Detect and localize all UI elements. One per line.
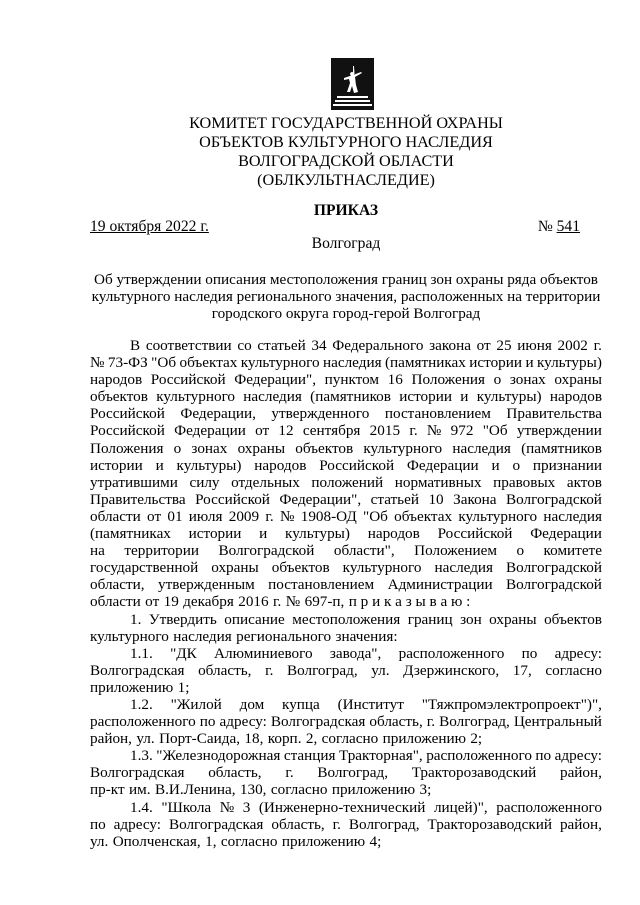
body-line: [90, 781, 602, 798]
header-line: КОМИТЕТ ГОСУДАРСТВЕННОЙ ОХРАНЫ: [189, 114, 503, 132]
body-word: 972: [450, 422, 474, 440]
body-word: согласно: [321, 730, 379, 748]
body-line: [90, 593, 602, 610]
body-word: "Об: [151, 354, 177, 372]
body-word: наследия: [434, 559, 494, 577]
body-word: сентября: [302, 422, 361, 440]
body-word: от: [145, 593, 160, 611]
body-word: Российской: [437, 525, 513, 543]
body-word: г.: [409, 422, 418, 440]
body-line: [90, 799, 602, 816]
body-line: [90, 354, 602, 371]
header-line: ОБЪЕКТОВ КУЛЬТУРНОГО НАСЛЕДИЯ: [199, 133, 493, 151]
body-word: области: [90, 593, 141, 611]
order-number-prefix: №: [537, 218, 557, 235]
body-paragraph: [90, 696, 602, 747]
body-word: истории: [90, 456, 143, 474]
body-word: культурного: [458, 507, 538, 525]
body-word: пр-кт: [90, 781, 125, 799]
body-word: Положения: [411, 371, 485, 389]
header-line: (ОБЛКУЛЬТНАСЛЕДИЕ): [257, 171, 435, 189]
body-word: охраны: [489, 610, 537, 628]
body-word: постановлением: [268, 576, 375, 594]
body-word: Администрации: [387, 576, 493, 594]
body-word: (памятников: [521, 439, 602, 457]
body-word: Волгоградская: [90, 661, 185, 679]
body-word: 1.: [130, 610, 142, 628]
body-word: Федерации: [174, 422, 246, 440]
body-word: 1,: [205, 832, 217, 850]
body-word: В.И.Ленина,: [154, 781, 236, 799]
order-city: Волгоград: [311, 235, 381, 252]
body-word: культуры): [536, 354, 602, 372]
body-word: утверждении: [516, 422, 602, 440]
body-word: Волгоград,: [286, 661, 358, 679]
body-word: границ: [407, 610, 453, 628]
body-word: о: [493, 371, 502, 389]
body-word: наследия: [452, 439, 511, 457]
body-word: (памятников: [310, 388, 391, 406]
body-word: 2,: [305, 730, 318, 748]
body-word: культурного: [90, 627, 169, 645]
body-word: культурного: [342, 559, 422, 577]
body-line: [90, 457, 602, 474]
body-word: 01: [167, 507, 183, 525]
body-word: силу: [189, 473, 220, 491]
body-word: наследия: [543, 507, 602, 525]
body-line: [90, 747, 602, 764]
body-word: народов: [367, 525, 420, 543]
body-word: истории: [188, 525, 242, 543]
body-paragraph: [90, 799, 602, 850]
body-word: истории: [469, 354, 523, 372]
body-word: на: [90, 542, 105, 560]
body-word: июня: [517, 337, 552, 354]
body-line: [90, 405, 602, 422]
body-word: нормативных: [394, 473, 482, 491]
body-line: [90, 371, 602, 388]
body-word: культурного: [240, 354, 320, 372]
body-word: декабря: [183, 593, 234, 611]
body-word: "Об: [363, 507, 388, 525]
body-word: 4;: [369, 832, 382, 850]
body-word: приложению: [281, 832, 366, 850]
body-word: Федерального: [332, 337, 424, 354]
body-paragraph: [90, 747, 602, 798]
body-word: народов: [254, 456, 307, 474]
body-word: 2002: [557, 337, 588, 354]
body-word: Правительства: [90, 490, 186, 508]
committee-header: [90, 114, 602, 190]
body-line: [90, 611, 602, 628]
body-line: [90, 833, 602, 850]
body-line: [90, 508, 602, 525]
body-word: Волгоградская: [90, 764, 185, 782]
body-word: наследия: [173, 627, 232, 645]
body-word: "Тяжпромэлектропроект")",: [421, 695, 602, 713]
body-word: объектов: [544, 610, 602, 628]
body-word: ул.: [90, 832, 109, 850]
body-word: Федерации: [406, 456, 479, 474]
body-word: 18,: [244, 730, 264, 748]
body-word: 73-ФЗ: [107, 354, 148, 372]
body-word: утвержденного: [271, 405, 370, 423]
body-word: 697-п,: [304, 593, 345, 611]
body-word: и: [259, 525, 268, 543]
body-word: охраны: [237, 439, 286, 457]
body-line: [90, 764, 602, 781]
body-word: №: [426, 422, 442, 440]
body-word: (памятниках: [90, 525, 171, 543]
body-word: г.: [332, 815, 341, 833]
subject-line: городского округа город-герой Волгоград: [211, 305, 481, 322]
body-word: области: [90, 507, 141, 525]
body-line: [90, 645, 602, 662]
body-word: "ДК: [170, 644, 197, 662]
body-word: объектов: [90, 388, 148, 406]
body-word: Федерации: [530, 525, 602, 543]
body-word: и: [460, 388, 469, 406]
body-word: культурного: [156, 388, 236, 406]
body-word: Федерации",: [234, 371, 316, 389]
body-word: 1.4.: [130, 798, 153, 816]
body-word: приложению: [90, 678, 174, 696]
body-word: приложению: [382, 730, 466, 748]
body-word: актов: [566, 473, 602, 491]
body-word: Российской: [195, 490, 270, 508]
body-word: область,: [208, 764, 262, 782]
body-word: г.: [426, 713, 436, 731]
body-word: г.: [265, 661, 274, 679]
body-word: 16: [387, 371, 403, 389]
body-word: адресу:: [219, 713, 267, 731]
body-word: 2016: [238, 593, 269, 611]
body-word: Алюминиевого: [214, 644, 313, 662]
body-line: [90, 525, 602, 542]
body-word: адресу:: [554, 747, 602, 765]
body-word: Порт-Саида,: [159, 730, 240, 748]
body-word: объектов: [271, 559, 330, 577]
body-word: статьей: [370, 490, 419, 508]
body-word: культуры): [176, 456, 242, 474]
body-word: Волгоградской: [506, 576, 602, 594]
body-word: ул.: [136, 730, 155, 748]
body-word: В: [130, 337, 141, 354]
order-number: [538, 218, 580, 236]
body-word: адресу:: [113, 815, 162, 833]
subject-line: Об утверждении описания местоположения границ зон охраны ряда объектов: [94, 271, 598, 288]
body-word: Дзержинского,: [403, 661, 500, 679]
body-word: наследия: [243, 388, 302, 406]
body-word: станция: [283, 747, 336, 765]
body-word: корп.: [267, 730, 302, 748]
order-number-value: 541: [556, 218, 580, 235]
body-word: истории: [399, 388, 452, 406]
body-word: г.: [265, 507, 274, 525]
body-word: описание: [224, 610, 285, 628]
body-line: [90, 422, 602, 439]
body-word: Центральный: [513, 713, 602, 731]
body-word: закона: [429, 337, 471, 354]
body-word: культуры): [285, 525, 350, 543]
body-word: район,: [559, 764, 602, 782]
body-line: [90, 816, 602, 833]
body-word: расположенного: [426, 747, 532, 765]
body-word: охраны: [554, 371, 602, 389]
body-word: лицей)",: [433, 798, 488, 816]
body-word: Утвердить: [148, 610, 217, 628]
body-word: Тракторозаводский: [427, 815, 552, 833]
body-word: ул.: [371, 661, 390, 679]
body-word: народов: [90, 371, 143, 389]
body-word: 34: [311, 337, 327, 354]
body-word: области",: [333, 542, 395, 560]
body-paragraph: [90, 611, 602, 645]
body-word: постановлением: [384, 405, 491, 423]
body-word: Федерации",: [279, 490, 362, 508]
body-word: со: [237, 337, 252, 354]
body-line: [90, 559, 602, 576]
body-word: область,: [198, 661, 252, 679]
body-word: статьей: [257, 337, 306, 354]
body-word: 2015: [369, 422, 401, 440]
body-word: зонах: [509, 371, 546, 389]
body-word: соответствии: [145, 337, 232, 354]
body-word: Тракторозаводский: [411, 764, 537, 782]
order-date: 19 октября 2022 г.: [90, 218, 209, 235]
body-word: культурного: [363, 439, 443, 457]
body-word: 1.2.: [130, 695, 153, 713]
body-word: Волгоград,: [439, 713, 510, 731]
body-word: пунктом: [324, 371, 380, 389]
body-paragraph: [90, 645, 602, 696]
body-word: комитете: [543, 542, 602, 560]
body-word: согласно: [270, 781, 328, 799]
body-word: Тракторная",: [339, 747, 423, 765]
body-word: охраны: [211, 559, 259, 577]
body-word: положений: [311, 473, 384, 491]
body-line: [90, 628, 602, 645]
body-word: утвержденным: [158, 576, 255, 594]
body-word: и: [491, 456, 500, 474]
body-word: Правительства: [506, 405, 602, 423]
body-word: культуры): [476, 388, 542, 406]
body-word: 19: [163, 593, 179, 611]
body-line: [90, 337, 602, 354]
body-word: "Жилой: [170, 695, 222, 713]
body-word: Волгоградская: [168, 815, 264, 833]
body-word: расположенного: [496, 798, 602, 816]
body-word: от: [255, 422, 270, 440]
body-line: [90, 542, 602, 559]
body-line: [90, 662, 602, 679]
body-word: №: [279, 507, 295, 525]
body-word: "Школа: [161, 798, 212, 816]
body-word: г.: [285, 764, 294, 782]
body-line: [90, 713, 602, 730]
body-word: Волгоградской: [218, 542, 315, 560]
body-word: объектах: [394, 507, 453, 525]
body-line: [90, 388, 602, 405]
body-word: Федерации,: [180, 405, 256, 423]
body-word: Ополченская,: [112, 832, 201, 850]
body-word: о: [516, 542, 525, 560]
body-line: [90, 576, 602, 593]
body-word: области,: [90, 576, 145, 594]
body-word: о: [173, 439, 182, 457]
body-word: область,: [271, 815, 325, 833]
body-word: Закона: [453, 490, 497, 508]
body-word: регионального: [236, 627, 332, 645]
body-word: №: [90, 354, 105, 372]
body-word: и: [525, 354, 534, 372]
body-word: от: [476, 337, 491, 354]
body-word: Российской: [90, 422, 165, 440]
order-subject: [90, 271, 602, 322]
body-word: г.: [593, 337, 602, 354]
body-word: завода",: [329, 644, 382, 662]
body-word: приложению: [331, 781, 416, 799]
body-word: 17,: [512, 661, 532, 679]
body-word: народов: [549, 388, 602, 406]
body-word: 3: [242, 798, 251, 816]
body-word: 1908-ОД: [300, 507, 357, 525]
subject-line: культурного наследия регионального значения, расположенных на территории: [91, 288, 601, 305]
body-word: 2;: [470, 730, 483, 748]
body-word: 2009: [228, 507, 260, 525]
volgograd-motherland-emblem-icon: [331, 58, 374, 110]
body-word: согласно: [545, 661, 602, 679]
body-word: г.: [273, 593, 282, 611]
body-word: по: [535, 747, 552, 765]
body-word: "Железнодорожная: [156, 747, 281, 765]
body-word: Положения: [90, 439, 164, 457]
body-word: №: [219, 798, 235, 816]
body-word: объектов: [295, 439, 354, 457]
body-word: согласно: [220, 832, 278, 850]
body-line: [90, 679, 602, 696]
body-word: местоположения: [292, 610, 401, 628]
body-line: [90, 696, 602, 713]
body-word: 12: [278, 422, 294, 440]
body-line: [90, 491, 602, 508]
body-word: им.: [129, 781, 151, 799]
body-word: государственной: [90, 559, 199, 577]
body-word: расположенного: [398, 644, 505, 662]
body-word: район,: [90, 730, 132, 748]
body-word: территории: [124, 542, 199, 560]
body-word: признании: [532, 456, 602, 474]
body-word: Волгоградской: [506, 490, 602, 508]
body-word: отдельных: [231, 473, 300, 491]
body-word: 1.1.: [130, 644, 153, 662]
body-word: от: [147, 507, 162, 525]
body-word: "Об: [482, 422, 508, 440]
body-line: [90, 474, 602, 491]
body-word: 3;: [419, 781, 432, 799]
body-word: и: [155, 456, 164, 474]
body-word: правовых: [493, 473, 556, 491]
body-word: Волгоград,: [317, 764, 388, 782]
body-word: 130,: [239, 781, 267, 799]
body-word: Российской: [319, 456, 395, 474]
body-word: Российской: [90, 405, 165, 423]
body-word: по: [90, 815, 106, 833]
body-word: Волгоградской: [506, 559, 602, 577]
body-paragraph: [90, 337, 602, 611]
body-word: июля: [188, 507, 223, 525]
order-body: [90, 337, 602, 850]
body-word: Положением: [414, 542, 497, 560]
body-word: (памятниках: [384, 354, 466, 372]
body-word: о: [512, 456, 521, 474]
body-word: район,: [559, 815, 602, 833]
body-word: Волгоград,: [348, 815, 420, 833]
body-word: по: [199, 713, 216, 731]
body-word: 1;: [177, 678, 190, 696]
order-title: ПРИКАЗ: [313, 202, 379, 219]
body-word: Российской: [150, 371, 226, 389]
body-word: (Инженерно-технический: [258, 798, 426, 816]
body-word: 25: [496, 337, 512, 354]
header-line: ВОЛГОГРАДСКОЙ ОБЛАСТИ: [238, 152, 454, 170]
body-word: п р и к а з ы в а ю :: [348, 593, 471, 611]
body-word: по: [521, 644, 538, 662]
body-word: расположенного: [90, 713, 196, 731]
body-word: Волгоградская: [270, 713, 366, 731]
body-line: [90, 440, 602, 457]
body-word: дом: [239, 695, 265, 713]
body-word: 10: [428, 490, 444, 508]
body-word: наследия: [322, 354, 382, 372]
body-word: купца: [282, 695, 320, 713]
body-word: область,: [369, 713, 423, 731]
body-word: №: [285, 593, 301, 611]
body-word: зонах: [191, 439, 228, 457]
body-word: зон: [460, 610, 482, 628]
body-word: утратившими: [90, 473, 178, 491]
body-line: [90, 730, 602, 747]
body-word: (Институт: [337, 695, 404, 713]
body-word: значения:: [335, 627, 398, 645]
body-word: объектах: [179, 354, 238, 372]
body-word: 1.3.: [130, 747, 153, 765]
body-word: адресу:: [554, 644, 602, 662]
